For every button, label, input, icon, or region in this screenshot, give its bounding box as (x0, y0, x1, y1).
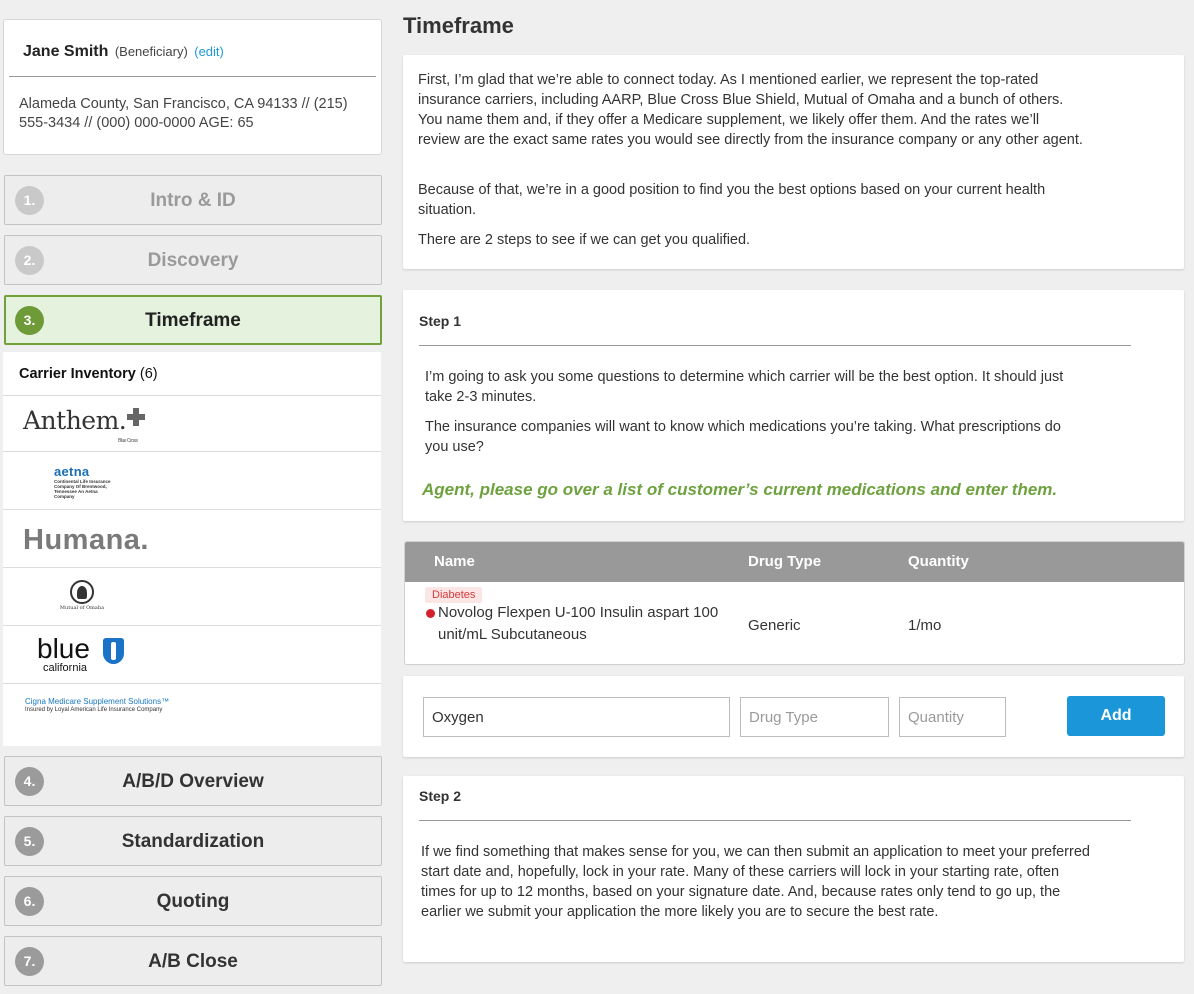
step1-divider (419, 345, 1131, 346)
humana-logo: Humana. (23, 524, 149, 556)
carrier-inventory-panel (3, 352, 381, 746)
carrier-anthem[interactable] (3, 395, 381, 451)
step1-title: Step 1 (419, 313, 462, 329)
medication-name-input[interactable] (423, 697, 730, 737)
step-number: 3. (15, 306, 44, 335)
carrier-humana[interactable] (3, 509, 381, 567)
step-label: Timeframe (145, 310, 241, 331)
step1-paragraph-1: I’m going to ask you some questions to determine which carrier will be the best option. It should just take 2-3 minutes. (425, 369, 1064, 405)
column-header-name: Name (434, 553, 475, 570)
column-header-quantity: Quantity (908, 553, 969, 570)
step-number: 4. (15, 767, 44, 796)
beneficiary-card (3, 19, 382, 155)
table-header (405, 542, 1184, 582)
add-medication-form (403, 676, 1184, 757)
step1-paragraph-2: The insurance companies will want to know which medications you’re taking. What prescriptions do you use? (425, 419, 1061, 455)
blue-shield-logo (37, 633, 90, 674)
column-header-drug-type: Drug Type (748, 553, 822, 570)
step1-card (403, 290, 1184, 521)
intro-script-card (403, 55, 1184, 269)
anthem-logo (23, 406, 145, 444)
quantity-input[interactable] (899, 697, 1006, 737)
medication-quantity: 1/mo (908, 617, 942, 634)
cigna-logo-text: Cigna Medicare Supplement Solutions™ (25, 697, 170, 706)
blue-logo-sub: california (43, 662, 88, 674)
step-label: Standardization (121, 831, 265, 852)
edit-beneficiary-link[interactable]: (edit) (194, 44, 224, 59)
step-standardization[interactable] (4, 816, 382, 866)
step-label: A/B/D Overview (122, 771, 264, 792)
anthem-logo-text: Anthem. (23, 406, 127, 435)
aetna-logo-sub: Continental Life Insurance Company Of Brentwood, Tennessee An Aetna Company (54, 479, 111, 499)
carrier-mutual-of-omaha[interactable] (3, 567, 381, 625)
medication-drug-type: Generic (748, 617, 801, 634)
step-intro-id[interactable] (4, 175, 382, 225)
agent-note: Agent, please go over a list of customer’s current medications and enter them. (422, 480, 1058, 499)
step2-card (403, 776, 1184, 962)
anthem-logo-sub: Blue Cross (118, 438, 138, 444)
condition-badge: Diabetes (425, 587, 482, 603)
step-label: A/B Close (148, 951, 238, 972)
beneficiary-info: Alameda County, San Francisco, CA 94133 // (215) 555-3434 // (000) 000-0000 AGE: 65 (19, 96, 348, 131)
divider (9, 76, 376, 77)
page-title: Timeframe (403, 13, 514, 38)
cigna-logo-sub: Insured by Loyal American Life Insurance Company (25, 707, 163, 713)
step2-divider (419, 820, 1131, 821)
intro-paragraph-3: There are 2 steps to see if we can get you qualified. (418, 232, 751, 248)
step-label: Quoting (156, 891, 230, 912)
step-discovery[interactable] (4, 235, 382, 285)
indian-head-icon (70, 580, 94, 604)
step2-paragraph-1: If we find something that makes sense for you, we can then submit an application to meet your preferred start date and, hopefully, lock in your rate. Many of these carriers will lock in your starting rate, often times for up to 12 months, based on your signature date. And, because rates only tend to go up, the earlier we submit your application the more likely you are to secure the best rate. (421, 844, 1090, 920)
cigna-logo (25, 698, 169, 714)
status-dot-icon (426, 609, 435, 618)
intro-paragraph-2: Because of that, we’re in a good position to find you the best options based on your current health situation. (418, 182, 1046, 218)
carrier-inventory-label: Carrier Inventory (19, 366, 136, 382)
add-medication-button[interactable]: Add (1067, 696, 1165, 736)
carrier-blue-shield[interactable] (3, 625, 381, 683)
step-number: 6. (15, 887, 44, 916)
beneficiary-name: Jane Smith (23, 43, 109, 60)
carrier-inventory-count: (6) (139, 366, 158, 382)
blue-logo-text: blue (37, 633, 90, 664)
shield-icon (103, 638, 124, 664)
omaha-logo-sub: Mutual of Omaha (59, 605, 105, 611)
step-label: Discovery (147, 250, 239, 271)
carrier-aetna[interactable] (3, 451, 381, 509)
aetna-logo (54, 464, 114, 499)
intro-paragraph-1: First, I’m glad that we’re able to connect today. As I mentioned earlier, we represent the top-rated insurance carriers, including AARP, Blue Cross Blue Shield, Mutual of Omaha and a bunch of others. You name them and, if they offer a Medicare supplement, we likely offer them. And the rates we’ll review are the exact same rates you would see directly from the insurance company or any other agent. (418, 72, 1083, 148)
mutual-of-omaha-logo (57, 580, 107, 611)
cross-icon (127, 408, 145, 426)
step-label: Intro & ID (150, 190, 236, 211)
step-timeframe[interactable] (4, 295, 382, 345)
step-quoting[interactable] (4, 876, 382, 926)
drug-type-input[interactable] (740, 697, 889, 737)
step-ab-close[interactable] (4, 936, 382, 986)
step-number: 1. (15, 186, 44, 215)
aetna-logo-text: aetna (54, 464, 90, 479)
carrier-cigna[interactable] (3, 683, 381, 746)
medication-name: Novolog Flexpen U-100 Insulin aspart 100 unit/mL Subcutaneous (438, 604, 719, 643)
step-number: 5. (15, 827, 44, 856)
step-abd-overview[interactable] (4, 756, 382, 806)
step-number: 7. (15, 947, 44, 976)
medications-table (404, 541, 1185, 665)
carrier-inventory-header (19, 366, 158, 382)
step2-title: Step 2 (419, 788, 462, 804)
beneficiary-role: (Beneficiary) (114, 44, 188, 59)
beneficiary-name-row (23, 43, 224, 61)
step-number: 2. (15, 246, 44, 275)
